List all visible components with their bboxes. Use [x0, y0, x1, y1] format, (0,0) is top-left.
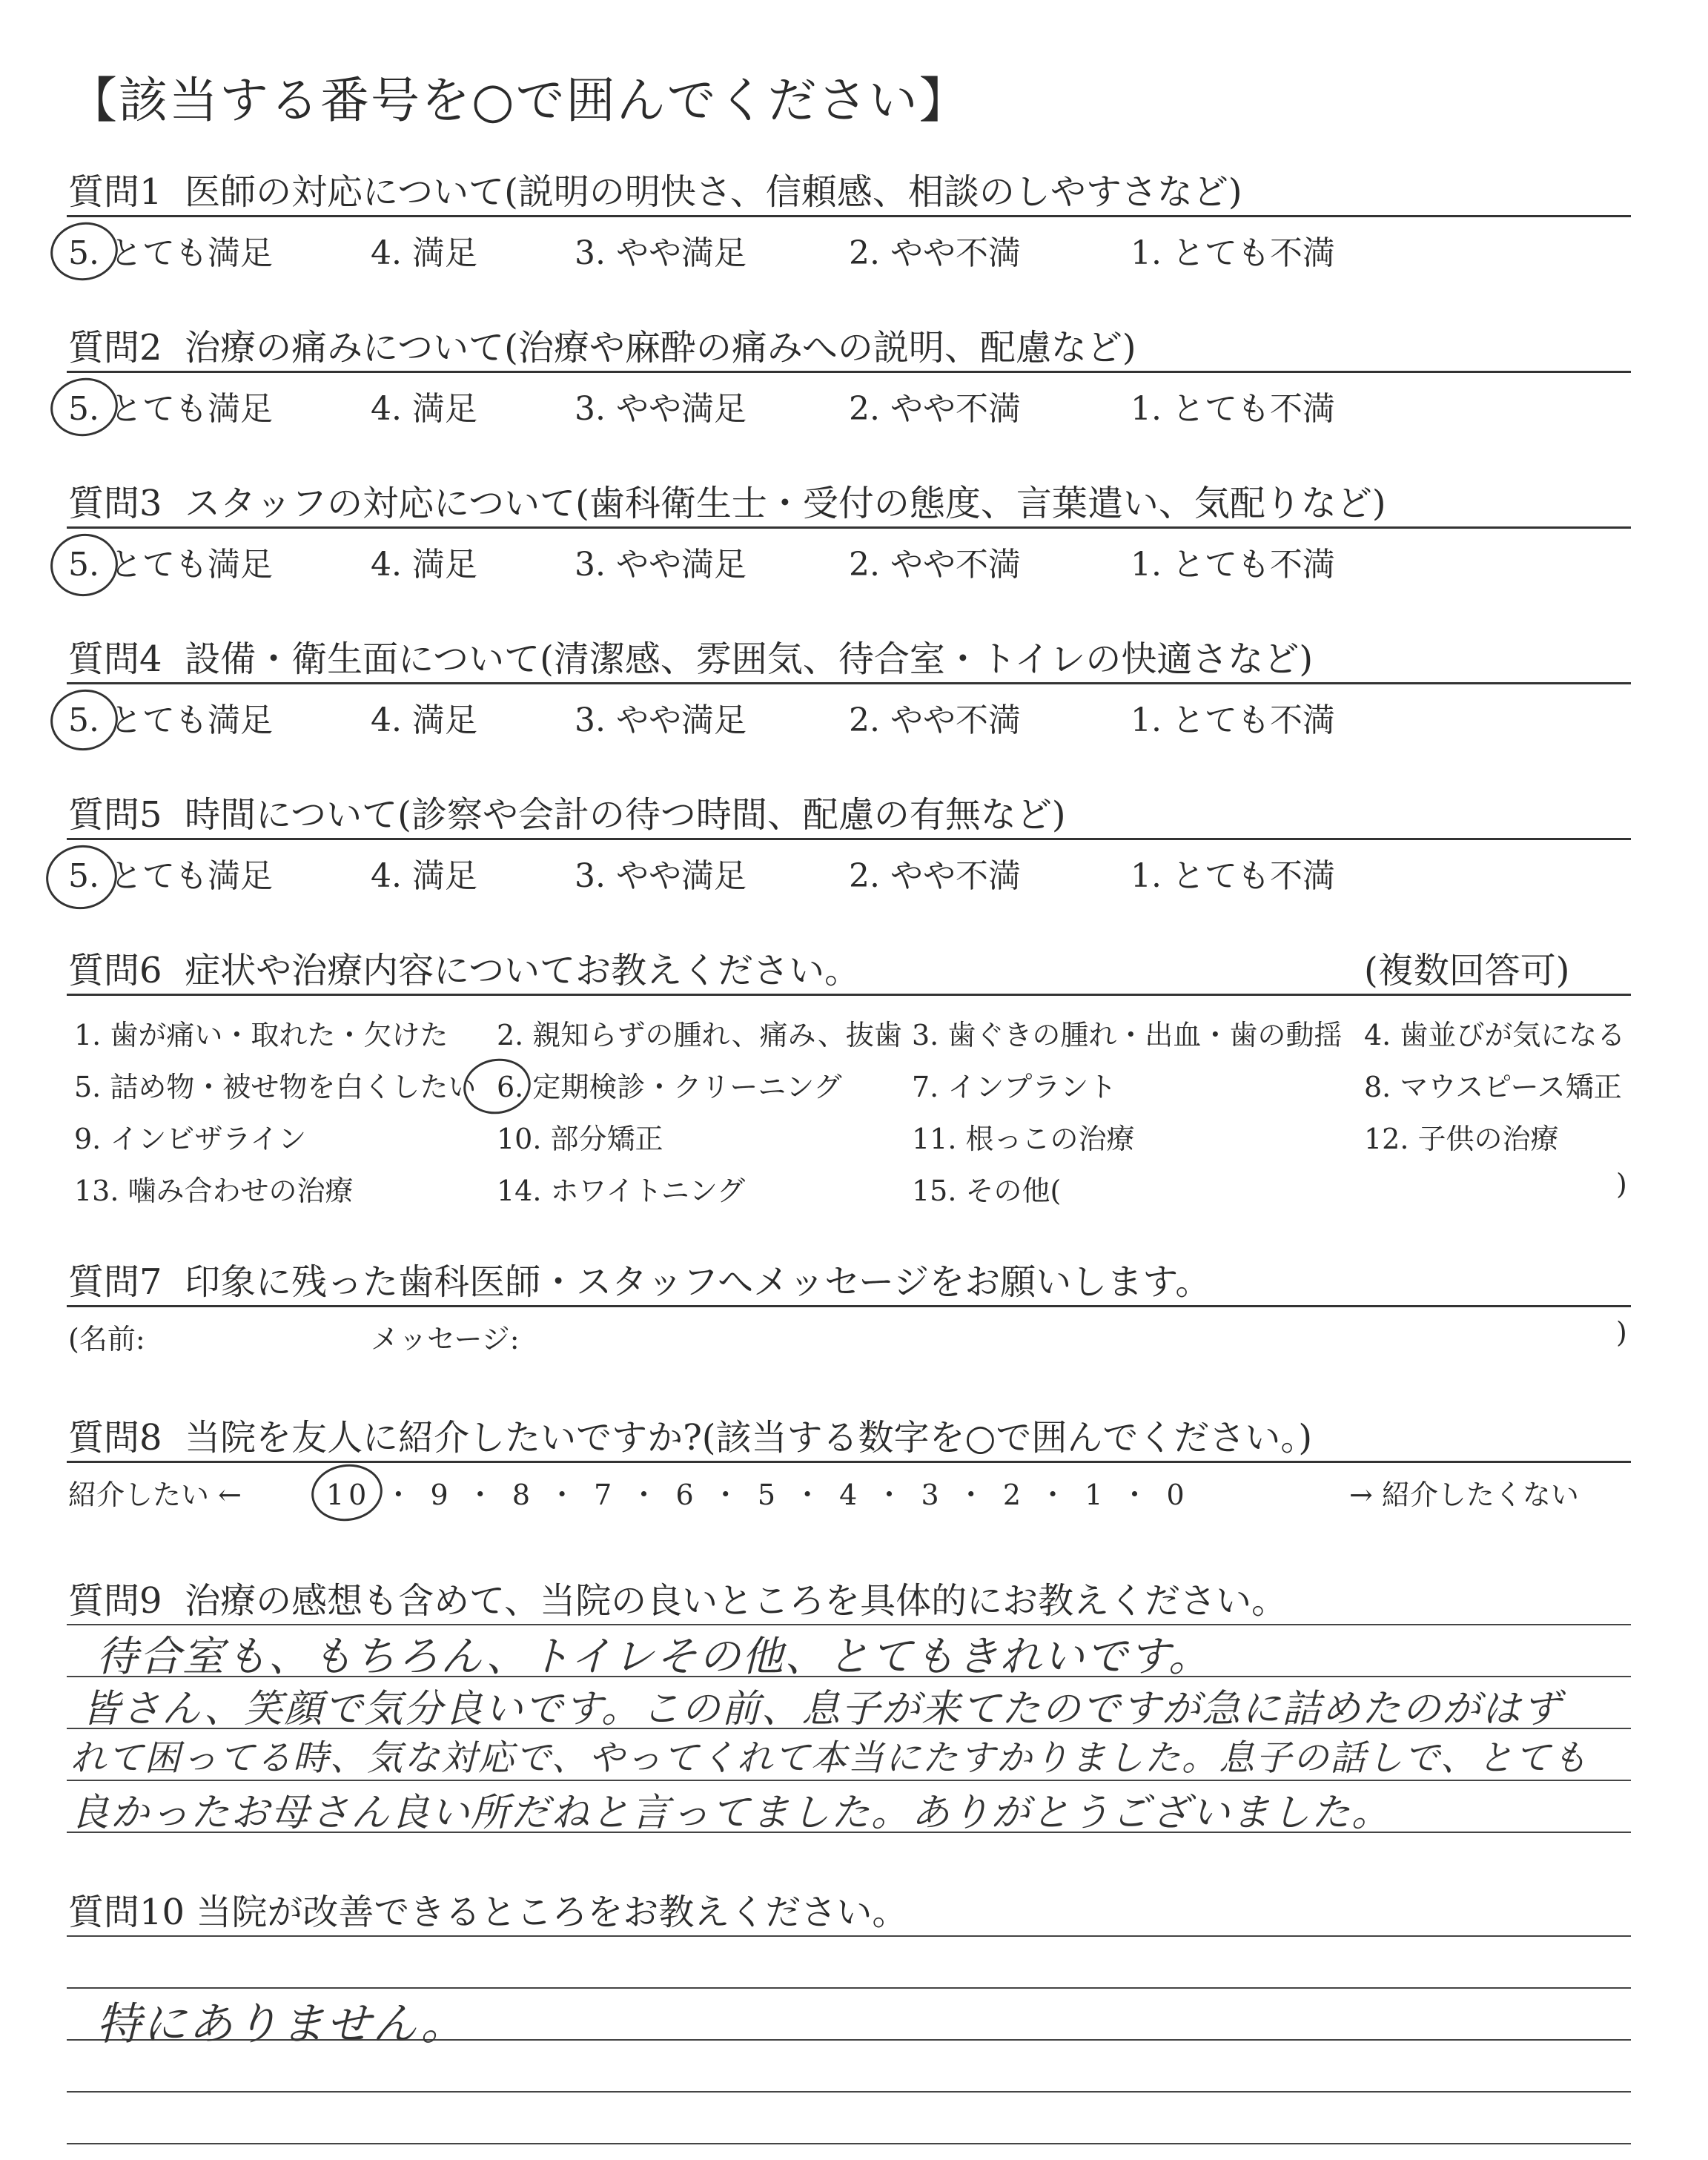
answer-line [67, 2091, 1631, 2093]
question-label: 質問2 [68, 327, 162, 369]
page-title: 【該当する番号を○で囲んでください】 [68, 72, 970, 129]
handwritten-answer-line: 良かったお母さん良い所だねと言ってました。ありがとうございました。 [70, 1791, 1392, 1835]
question-9-heading [68, 1572, 1287, 1623]
question-label: 質問5 [68, 794, 162, 836]
message-close: ) [1616, 1316, 1627, 1349]
question-8-heading [68, 1409, 1312, 1460]
option-2[interactable]: 2. やや不満 [849, 701, 1021, 739]
divider [67, 526, 1631, 529]
question-text: スタッフの対応について(歯科衛生士・受付の態度、言葉遣い、気配りなど) [185, 483, 1386, 524]
handwritten-answer-line: 皆さん、笑顔で気分良いです。この前、息子が来てたのですが急に詰めたのがはず [82, 1687, 1562, 1731]
question-text: 症状や治療内容についてお教えください。 [185, 950, 861, 991]
option-6[interactable]: 6. 定期検診・クリーニング [497, 1071, 842, 1103]
option-4[interactable]: 4. 歯並びが気になる [1364, 1019, 1626, 1051]
question-2-heading [68, 319, 1136, 370]
option-14[interactable]: 14. ホワイトニング [497, 1175, 746, 1207]
option-12[interactable]: 12. 子供の治療 [1364, 1123, 1559, 1155]
option-4[interactable]: 4. 満足 [371, 390, 477, 428]
selected-circle-mark [308, 1460, 386, 1526]
option-5[interactable]: 5. 詰め物・被せ物を白くしたい [74, 1071, 477, 1103]
question-label: 質問3 [68, 483, 162, 524]
option-15[interactable]: 15. その他( [912, 1175, 1062, 1207]
option-5[interactable]: 5. とても満足 [68, 857, 273, 895]
question-10-heading [68, 1883, 907, 1935]
question-text: 当院が改善できるところをお教えください。 [196, 1892, 908, 1933]
recommend-scale[interactable]: 10 ・ 9 ・ 8 ・ 7 ・ 6 ・ 5 ・ 4 ・ 3 ・ 2 ・ 1 ・ 0 [326, 1479, 1189, 1511]
option-4[interactable]: 4. 満足 [371, 701, 477, 739]
option-1[interactable]: 1. とても不満 [1131, 546, 1335, 584]
question-text: 当院を友人に紹介したいですか?(該当する数字を○で囲んでください。) [185, 1417, 1313, 1459]
question-label: 質問10 [68, 1892, 185, 1933]
option-13[interactable]: 13. 噛み合わせの治療 [74, 1175, 354, 1207]
divider [67, 371, 1631, 373]
option-3[interactable]: 3. やや満足 [575, 857, 747, 895]
handwritten-answer-line: 待合室も、もちろん、トイレその他、とてもきれいです。 [96, 1633, 1212, 1681]
option-1[interactable]: 1. とても不満 [1131, 390, 1335, 428]
option-4[interactable]: 4. 満足 [371, 234, 477, 272]
option-4[interactable]: 4. 満足 [371, 546, 477, 584]
question-label: 質問9 [68, 1580, 162, 1622]
option-1[interactable]: 1. 歯が痛い・取れた・欠けた [74, 1019, 448, 1051]
question-label: 質問4 [68, 638, 162, 680]
divider [67, 1461, 1631, 1463]
question-text: 医師の対応について(説明の明快さ、信頼感、相談のしやすさなど) [185, 171, 1242, 213]
option-1[interactable]: 1. とても不満 [1131, 701, 1335, 739]
question-3-heading [68, 475, 1386, 526]
option-8[interactable]: 8. マウスピース矯正 [1364, 1071, 1622, 1103]
question-label: 質問1 [68, 171, 162, 213]
question-5-heading [68, 786, 1066, 837]
message-label: メッセージ: [371, 1323, 520, 1355]
name-label: (名前: [68, 1323, 145, 1355]
option-3[interactable]: 3. やや満足 [575, 546, 747, 584]
divider [67, 1305, 1631, 1307]
option-4[interactable]: 4. 満足 [371, 857, 477, 895]
divider [67, 994, 1631, 996]
option-5[interactable]: 5. とても満足 [68, 546, 273, 584]
option-7[interactable]: 7. インプラント [912, 1071, 1117, 1103]
question-text: 印象に残った歯科医師・スタッフへメッセージをお願いします。 [185, 1261, 1211, 1303]
option-1[interactable]: 1. とても不満 [1131, 234, 1335, 272]
question-label: 質問8 [68, 1417, 162, 1459]
option-1[interactable]: 1. とても不満 [1131, 857, 1335, 895]
option-5[interactable]: 5. とても満足 [68, 701, 273, 739]
question-text: 設備・衛生面について(清潔感、雰囲気、待合室・トイレの快適さなど) [185, 638, 1314, 680]
question-4-heading [68, 630, 1313, 681]
question-7-heading [68, 1253, 1211, 1304]
selected-circle-mark [459, 1054, 534, 1120]
option-2[interactable]: 2. 親知らずの腫れ、痛み、抜歯 [497, 1019, 902, 1051]
question-6-heading [68, 942, 860, 993]
option-9[interactable]: 9. インビザライン [74, 1123, 307, 1155]
answer-line [67, 1935, 1631, 1937]
divider [67, 215, 1631, 217]
option-3[interactable]: 3. やや満足 [575, 234, 747, 272]
divider [67, 838, 1631, 840]
option-2[interactable]: 2. やや不満 [849, 234, 1021, 272]
question-label: 質問6 [68, 950, 162, 991]
option-2[interactable]: 2. やや不満 [849, 857, 1021, 895]
question-text: 治療の感想も含めて、当院の良いところを具体的にお教えください。 [185, 1580, 1288, 1622]
handwritten-answer-line: れて困ってる時、気な対応で、やってくれて本当にたすかりました。息子の話しで、とても [70, 1737, 1589, 1779]
question-1-heading [68, 163, 1242, 214]
option-11[interactable]: 11. 根っこの治療 [912, 1123, 1135, 1155]
option-2[interactable]: 2. やや不満 [849, 546, 1021, 584]
question-text: 時間について(診察や会計の待つ時間、配慮の有無など) [185, 794, 1066, 836]
option-2[interactable]: 2. やや不満 [849, 390, 1021, 428]
answer-line [67, 2143, 1631, 2144]
option-3[interactable]: 3. やや満足 [575, 390, 747, 428]
option-3[interactable]: 3. やや満足 [575, 701, 747, 739]
option-15-close: ) [1616, 1168, 1627, 1200]
multiple-answer-note: (複数回答可) [1364, 950, 1570, 991]
question-label: 質問7 [68, 1261, 162, 1303]
recommend-left-label: 紹介したい ← [68, 1479, 242, 1511]
option-10[interactable]: 10. 部分矯正 [497, 1123, 663, 1155]
divider [67, 682, 1631, 684]
option-3[interactable]: 3. 歯ぐきの腫れ・出血・歯の動揺 [912, 1019, 1343, 1051]
option-5[interactable]: 5. とても満足 [68, 234, 273, 272]
handwritten-answer-line: 特にありません。 [96, 1998, 467, 2050]
recommend-right-label: → 紹介したくない [1349, 1479, 1579, 1511]
option-5[interactable]: 5. とても満足 [68, 390, 273, 428]
question-text: 治療の痛みについて(治療や麻酔の痛みへの説明、配慮など) [185, 327, 1136, 369]
